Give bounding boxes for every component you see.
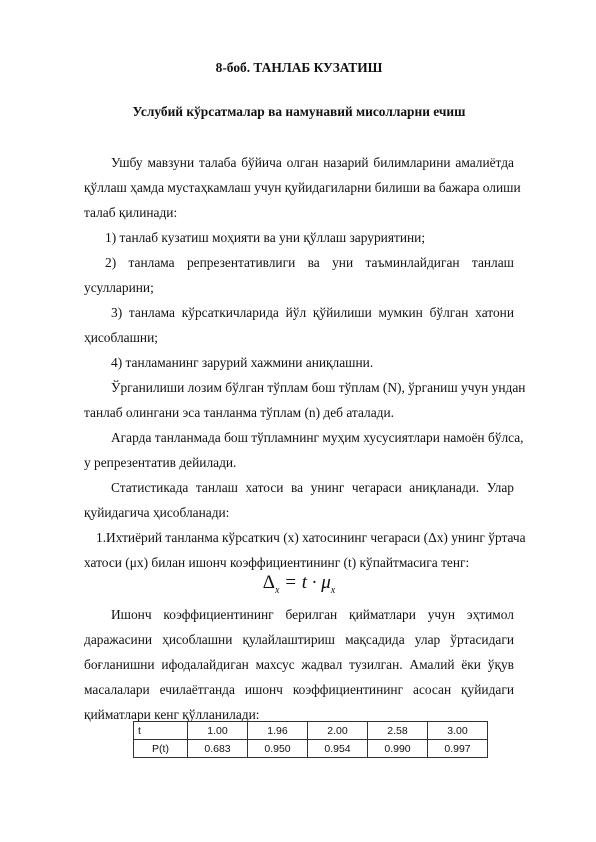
list-item-3-cont: ҳисоблашни; [84, 330, 158, 345]
para1-line-2: танлаб олингани эса танланма тўплам (n) деб аталади. [84, 405, 394, 420]
table-cell: 0.990 [368, 740, 428, 758]
table-cell: 0.954 [308, 740, 368, 758]
intro-line-2: қўллаш ҳамда мустаҳкамлаш учун қуйидагиларни билиши ва бажара олиши [84, 180, 521, 195]
list-item-4: 4) танламанинг зарурий хажмини аниқлашни. [111, 355, 374, 370]
formula-sub-2: x [330, 584, 336, 596]
table-row [134, 722, 488, 740]
table-cell: 2.58 [368, 722, 428, 740]
para2-line-1: Агарда танланмада бош тўпламнинг муҳим хусусиятлари намоён бўлса, [111, 430, 524, 445]
table-cell: t [134, 722, 188, 740]
para5-line-5: қийматлари кенг қўлланилади: [84, 707, 260, 722]
table-row [134, 740, 488, 758]
para1-line-1: Ўрганилиши лозим бўлган тўплам бош тўплам (N), ўрганиш учун ундан [111, 380, 526, 395]
para5-line-2: даражасини ҳисоблашни қулайлаштириш мақсадида улар ўртасидаги [84, 632, 514, 647]
intro-line-3: талаб қилинади: [84, 205, 178, 220]
intro-line-1: Ушбу мавзуни талаба бўйича олган назарий билимларини амалиётда [111, 155, 514, 170]
table-cell: P(t) [134, 740, 188, 758]
table-cell: 3.00 [428, 722, 488, 740]
formula-sub-1: x [274, 584, 280, 596]
section-title: Услубий кўрсатмалар ва намунавий мисолларни ечиш [132, 104, 466, 119]
confidence-table [133, 721, 488, 758]
list-item-3: 3) танлама кўрсаткичларида йўл қўйилиши мумкин бўлган хатони [111, 305, 514, 320]
para5-line-4: масалалари ечилаётганда ишонч коэффициентининг асосан қуйидаги [84, 682, 514, 697]
table-cell: 0.997 [428, 740, 488, 758]
para3-line-2: қуйидагича ҳисобланади: [84, 505, 230, 520]
table-cell: 0.683 [188, 740, 248, 758]
formula-delta: Δ [262, 572, 275, 593]
para4-line-1: 1.Ихтиёрий танланма кўрсаткич (x) хатосининг чегараси (Δx) унинг ўртача [96, 530, 526, 545]
list-item-2-cont: усулларини; [84, 280, 154, 295]
para5-line-1: Ишонч коэффициентининг берилган қийматлари учун эҳтимол [111, 607, 514, 622]
para4-line-2: хатоси (μx) билан ишонч коэффициентининг (t) кўпайтмасига тенг: [84, 555, 470, 570]
table-cell: 1.00 [188, 722, 248, 740]
chapter-title: 8-боб. ТАНЛАБ КУЗАТИШ [215, 60, 383, 75]
para2-line-2: у репрезентатив дейилади. [84, 455, 237, 470]
para5-line-3: боғланишни ифодалайдиган махсус жадвал тузилган. Амалий ёки ўқув [84, 657, 514, 672]
table-cell: 2.00 [308, 722, 368, 740]
formula [84, 572, 514, 596]
table-cell: 0.950 [248, 740, 308, 758]
table-cell: 1.96 [248, 722, 308, 740]
para3-line-1: Статистикада танлаш хатоси ва унинг чегараси аниқланади. Улар [111, 480, 514, 495]
list-item-1: 1) танлаб кузатиш моҳияти ва уни қўллаш заруриятини; [105, 230, 426, 245]
list-item-2: 2) танлама репрезентативлиги ва уни таъминлайдиган танлаш [105, 255, 514, 270]
formula-rhs: = t · μ [279, 572, 331, 593]
